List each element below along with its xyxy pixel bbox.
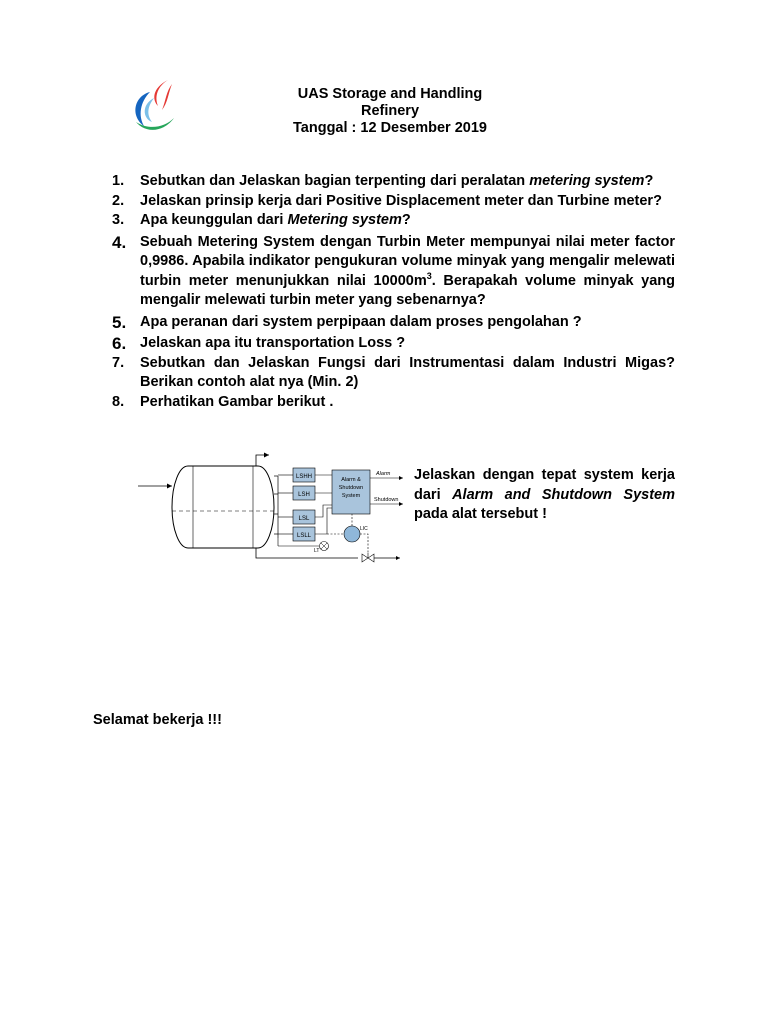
svg-text:LT: LT <box>314 548 320 554</box>
svg-text:Alarm: Alarm <box>376 471 391 477</box>
question-number: 8. <box>112 393 125 410</box>
exam-subtitle: Refinery <box>360 103 420 119</box>
question-item: 1. Sebutkan dan Jelaskan bagian terpenting dari peralatan metering system? <box>112 172 675 192</box>
svg-text:LIC: LIC <box>360 526 368 532</box>
diagram-question: Jelaskan dengan tepat system kerja dari Alarm and Shutdown System pada alat tersebut ! <box>414 467 675 522</box>
question-list <box>112 172 675 412</box>
question-number: 4. <box>112 232 127 252</box>
university-logo-icon <box>128 78 180 134</box>
exam-title: UAS Storage and Handling <box>297 86 483 102</box>
question-item: 8. Perhatikan Gambar berikut . <box>112 393 675 413</box>
question-item: 6. Jelaskan apa itu transportation Loss ? <box>112 334 406 353</box>
question-number: 1. <box>112 173 125 189</box>
question-number: 6. <box>112 334 127 353</box>
question-item: 7. Sebutkan dan Jelaskan Fungsi dari Instrumentasi dalam Industri Migas? Berikan contoh alat nya (Min. 2) <box>112 354 675 390</box>
question-number: 2. <box>112 192 125 209</box>
question-item: 4. Sebuah Metering System dengan Turbin Meter mempunyai nilai meter factor 0,9986. Apabila indikator pengukuran volume minyak yang mengalir melewati turbin meter menunjukkan nilai $10000m^3$. Berapakah volume minyak yang mengalir melewati turbin meter yang sebenarnya? <box>112 232 675 308</box>
alarm-shutdown-diagram <box>138 450 408 570</box>
svg-text:Shutdown: Shutdown <box>338 485 364 491</box>
svg-text:LSHH: LSHH <box>295 474 313 480</box>
svg-text:LSLL: LSLL <box>296 533 312 539</box>
closing-text: Selamat bekerja !!! <box>93 712 222 728</box>
svg-text:LSL: LSL <box>298 516 310 522</box>
vessel <box>172 466 274 548</box>
question-number: 7. <box>112 354 125 371</box>
exam-date: Tanggal : 12 Desember 2019 <box>293 120 487 136</box>
exam-header <box>250 86 530 137</box>
question-item: 5. Apa peranan dari system perpipaan dalam proses pengolahan ? <box>112 312 582 332</box>
svg-text:Alarm &: Alarm & <box>341 477 361 483</box>
svg-text:System: System <box>341 493 361 499</box>
svg-text:LSH: LSH <box>298 492 310 498</box>
svg-text:Shutdown: Shutdown <box>374 497 399 503</box>
question-number: 5. <box>112 312 127 332</box>
question-item: 3. Apa keunggulan dari Metering system? <box>112 211 675 231</box>
lic-circle <box>344 526 360 542</box>
question-item: 2. Jelaskan prinsip kerja dari Positive Displacement meter dan Turbine meter? <box>112 192 675 212</box>
question-number: 3. <box>112 212 125 228</box>
